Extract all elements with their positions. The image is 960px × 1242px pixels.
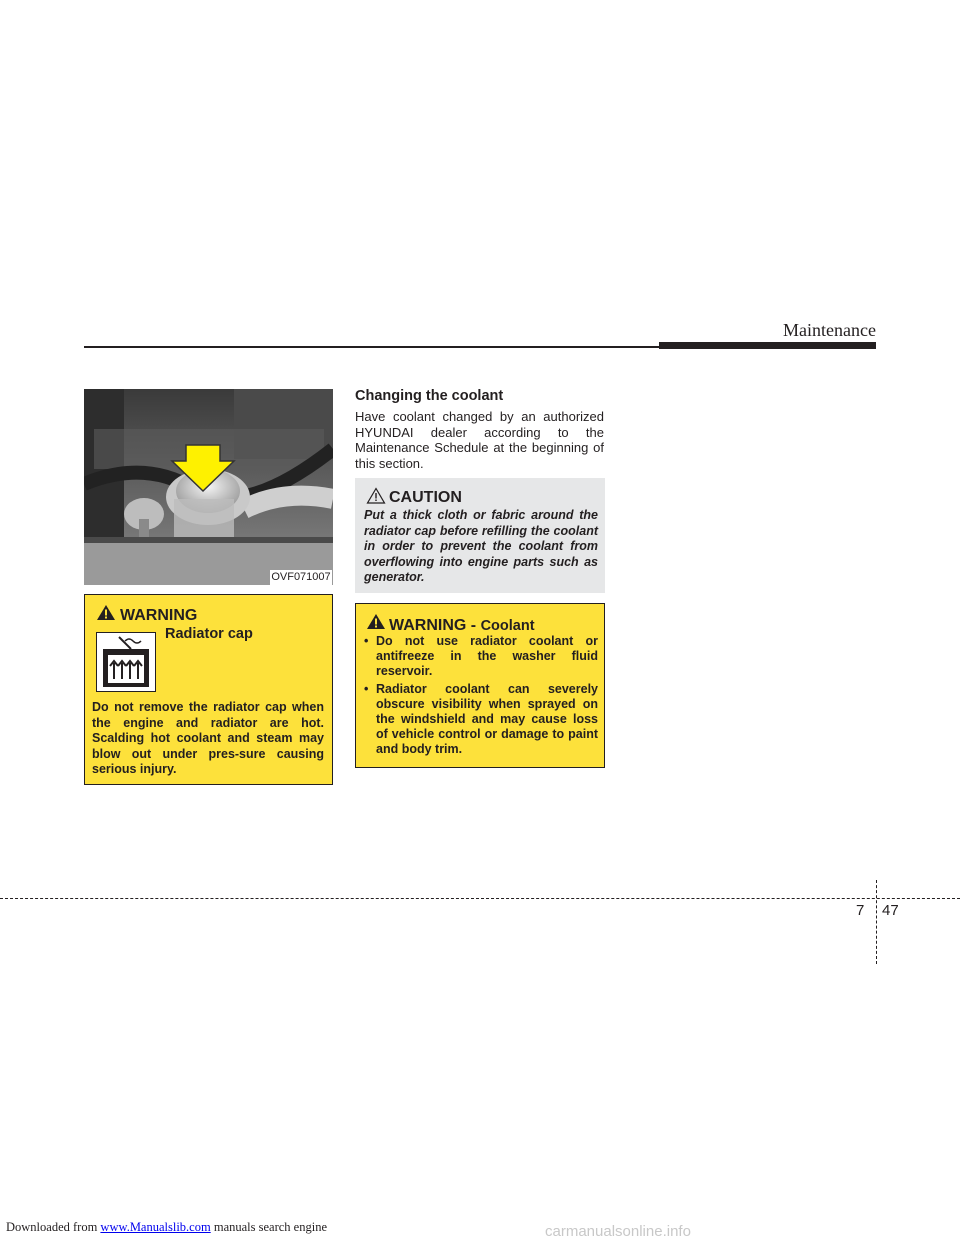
warning-coolant-title-suffix: Coolant: [480, 618, 535, 634]
warning-coolant-title: WARNING - Coolant: [389, 617, 535, 634]
watermark: carmanualsonline.info: [545, 1223, 691, 1240]
caution-title: CAUTION: [389, 489, 462, 506]
list-item: • Radiator coolant can severely obscure visibility when sprayed on the windshield and may cause loss of vehicle control or damage to paint and body trim.: [364, 682, 598, 756]
warning-coolant-triangle-icon: [366, 613, 386, 635]
list-item: • Do not use radiator coolant or antifreeze in the washer fluid reservoir.: [364, 634, 598, 678]
engine-photo-illustration: [84, 389, 333, 585]
warning-title: WARNING: [120, 607, 198, 624]
footer-dashed-rule: [0, 898, 960, 899]
caution-triangle-icon: [366, 487, 386, 509]
section-title: Maintenance: [783, 320, 876, 340]
changing-coolant-heading: Changing the coolant: [355, 388, 504, 404]
changing-coolant-body: Have coolant changed by an authorized HYUNDAI dealer according to the Maintenance Schedule at the beginning of this section.: [355, 409, 604, 471]
warning-triangle-icon: [96, 604, 116, 626]
hot-coolant-steam-icon: [96, 632, 156, 692]
manualslib-link[interactable]: www.Manualslib.com: [100, 1220, 211, 1234]
caution-body: Put a thick cloth or fabric around the radiator cap before refilling the coolant in order to prevent the coolant from overflowing into engine parts such as generator.: [364, 508, 598, 584]
header-rule-accent: [659, 342, 876, 349]
page-number: 47: [882, 902, 899, 919]
footer-dashed-divider: [876, 880, 877, 964]
warning-body: Do not remove the radiator cap when the engine and radiator are hot. Scalding hot coolant and steam may blow out under pres-sure causing serious injury.: [92, 700, 324, 776]
engine-photo: [84, 389, 333, 585]
page-chapter: 7: [856, 902, 865, 919]
warning-subtitle: Radiator cap: [165, 626, 253, 642]
warning-coolant-list: [364, 634, 598, 757]
download-notice: Downloaded from www.Manualslib.com manuals search engine: [6, 1220, 327, 1234]
photo-code: OVF071007: [271, 571, 331, 583]
